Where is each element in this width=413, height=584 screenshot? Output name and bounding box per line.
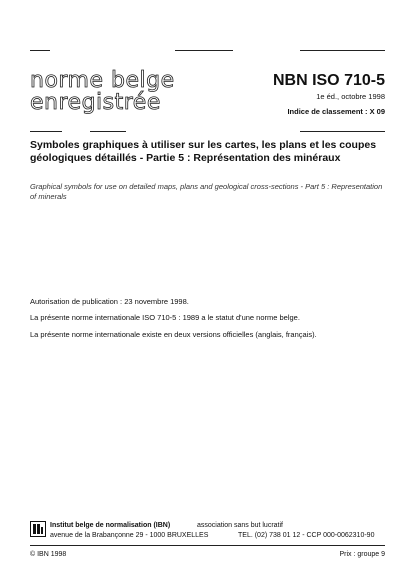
footer-rule xyxy=(30,545,385,546)
institute-phone: TEL. (02) 738 01 12 - CCP 000-0062310-90 xyxy=(238,532,375,539)
classification-index: Indice de classement : X 09 xyxy=(287,107,385,116)
top-rule-middle xyxy=(175,50,233,51)
ibn-logo xyxy=(30,521,46,537)
versions-statement: La présente norme internationale existe en deux versions officielles (anglais, français). xyxy=(30,330,317,339)
copyright: © IBN 1998 xyxy=(30,551,67,558)
edition-date: 1e éd., octobre 1998 xyxy=(316,92,385,101)
english-title: Graphical symbols for use on detailed maps, plans and geological cross-sections - Part 5 : Representation of minerals xyxy=(30,182,383,201)
institute-name: Institut belge de normalisation (IBN) xyxy=(50,522,171,529)
standard-number: NBN ISO 710-5 xyxy=(272,72,385,89)
title-rule-right xyxy=(300,131,385,132)
top-rule-right xyxy=(300,50,385,51)
top-rule-left xyxy=(30,50,50,51)
publication-authorization: Autorisation de publication : 23 novembre 1998. xyxy=(30,297,189,306)
price-group: Prix : groupe 9 xyxy=(339,551,385,558)
title-rule-middle xyxy=(90,131,126,132)
brand-line-1: norme belge xyxy=(30,68,175,93)
status-statement: La présente norme internationale ISO 710-5 : 1989 a le statut d'une norme belge. xyxy=(30,313,300,322)
institute-address: avenue de la Brabançonne 29 - 1000 BRUXELLES xyxy=(50,532,209,539)
title-rule-left xyxy=(30,131,62,132)
brand-line-2: enregistrée xyxy=(30,90,161,115)
institute-note: association sans but lucratif xyxy=(197,522,283,529)
document-title: Symboles graphiques à utiliser sur les cartes, les plans et les coupes géologiques détaillés - Partie 5 : Représentation des minéraux xyxy=(30,139,377,164)
